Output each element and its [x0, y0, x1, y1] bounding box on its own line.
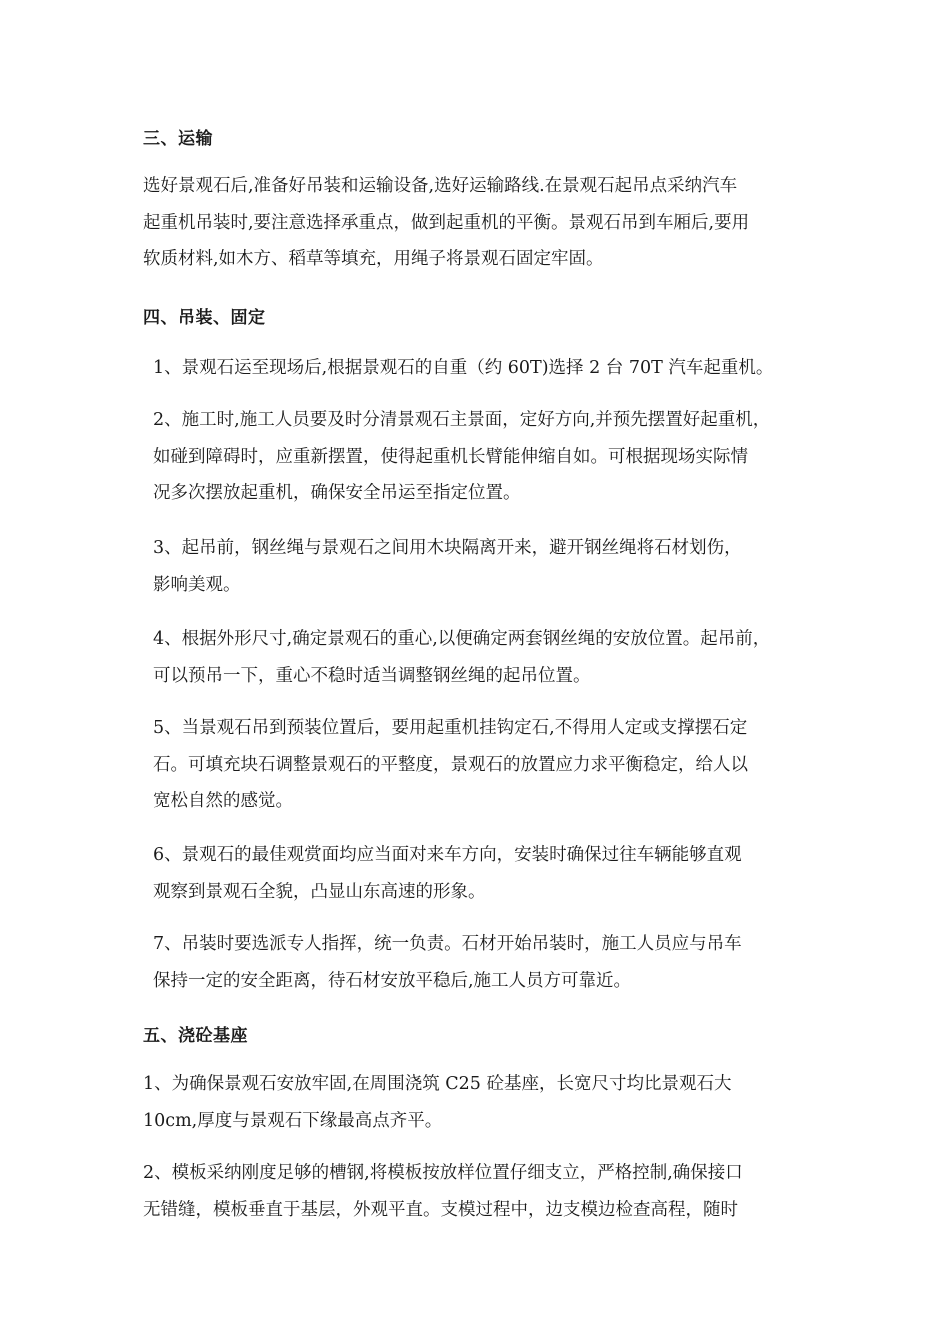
paragraph-line: 选好景观石后,准备好吊装和运输设备,选好运输路线.在景观石起吊点采纳汽车: [143, 176, 738, 196]
paragraph-item-6: [153, 837, 742, 910]
paragraph-item-1: [153, 350, 773, 387]
paragraph-line: 4、根据外形尺寸,确定景观石的重心,以便确定两套钢丝绳的安放位置。起吊前，: [153, 629, 771, 649]
paragraph-line: 2、施工时,施工人员要及时分清景观石主景面，定好方向,并预先摆置好起重机，: [153, 410, 771, 430]
paragraph-line: 如碰到障碍时，应重新摆置，使得起重机长臂能伸缩自如。可根据现场实际情: [153, 446, 748, 467]
paragraph-line: 观察到景观石全貌，凸显山东高速的形象。: [153, 881, 486, 902]
paragraph-line: 10cm,厚度与景观石下缘最高点齐平。: [143, 1110, 443, 1131]
paragraph-item-5: [153, 710, 748, 820]
paragraph-line: 1、景观石运至现场后,根据景观石的自重（约 60T)选择 2 台 70T 汽车起重机。: [153, 358, 774, 378]
paragraph-transport: [143, 168, 749, 278]
paragraph-line: 无错缝，模板垂直于基层，外观平直。支模过程中，边支模边检查高程，随时: [143, 1199, 738, 1220]
paragraph-line: 3、起吊前，钢丝绳与景观石之间用木块隔离开来，避开钢丝绳将石材划伤，: [153, 538, 742, 558]
paragraph-line: 1、为确保景观石安放牢固,在周围浇筑 C25 砼基座，长宽尺寸均比景观石大: [143, 1074, 732, 1094]
paragraph-line: 可以预吊一下，重心不稳时适当调整钢丝绳的起吊位置。: [153, 665, 591, 686]
section-heading-lifting: 四、吊装、固定: [143, 308, 266, 328]
paragraph-item-3: [153, 530, 742, 603]
paragraph-line: 宽松自然的感觉。: [153, 791, 293, 811]
paragraph-line: 况多次摆放起重机，确保安全吊运至指定位置。: [153, 483, 521, 503]
section-heading-transport: 三、运输: [143, 129, 213, 149]
section-heading-concrete-base: 五、浇砼基座: [143, 1026, 248, 1046]
paragraph-line: 影响美观。: [153, 574, 241, 595]
paragraph-item-7: [153, 926, 742, 999]
paragraph-line: 7、吊装时要选派专人指挥，统一负责。石材开始吊装时，施工人员应与吊车: [153, 934, 742, 954]
paragraph-line: 6、景观石的最佳观赏面均应当面对来车方向，安装时确保过往车辆能够直观: [153, 845, 742, 865]
paragraph-line: 石。可填充块石调整景观石的平整度，景观石的放置应力求平衡稳定，给人以: [153, 754, 748, 775]
paragraph-line: 软质材料,如木方、稻草等填充，用绳子将景观石固定牢固。: [143, 249, 604, 269]
paragraph-base-2: [143, 1155, 743, 1228]
paragraph-line: 2、模板采纳刚度足够的槽钢,将模板按放样位置仔细支立，严格控制,确保接口: [143, 1163, 743, 1183]
paragraph-item-4: [153, 621, 770, 694]
paragraph-base-1: [143, 1066, 731, 1139]
paragraph-line: 5、当景观石吊到预装位置后，要用起重机挂钩定石,不得用人定或支撑摆石定: [153, 718, 748, 738]
paragraph-item-2: [153, 402, 770, 512]
paragraph-line: 起重机吊装时,要注意选择承重点，做到起重机的平衡。景观石吊到车厢后,要用: [143, 212, 750, 233]
paragraph-line: 保持一定的安全距离，待石材安放平稳后,施工人员方可靠近。: [153, 970, 632, 991]
